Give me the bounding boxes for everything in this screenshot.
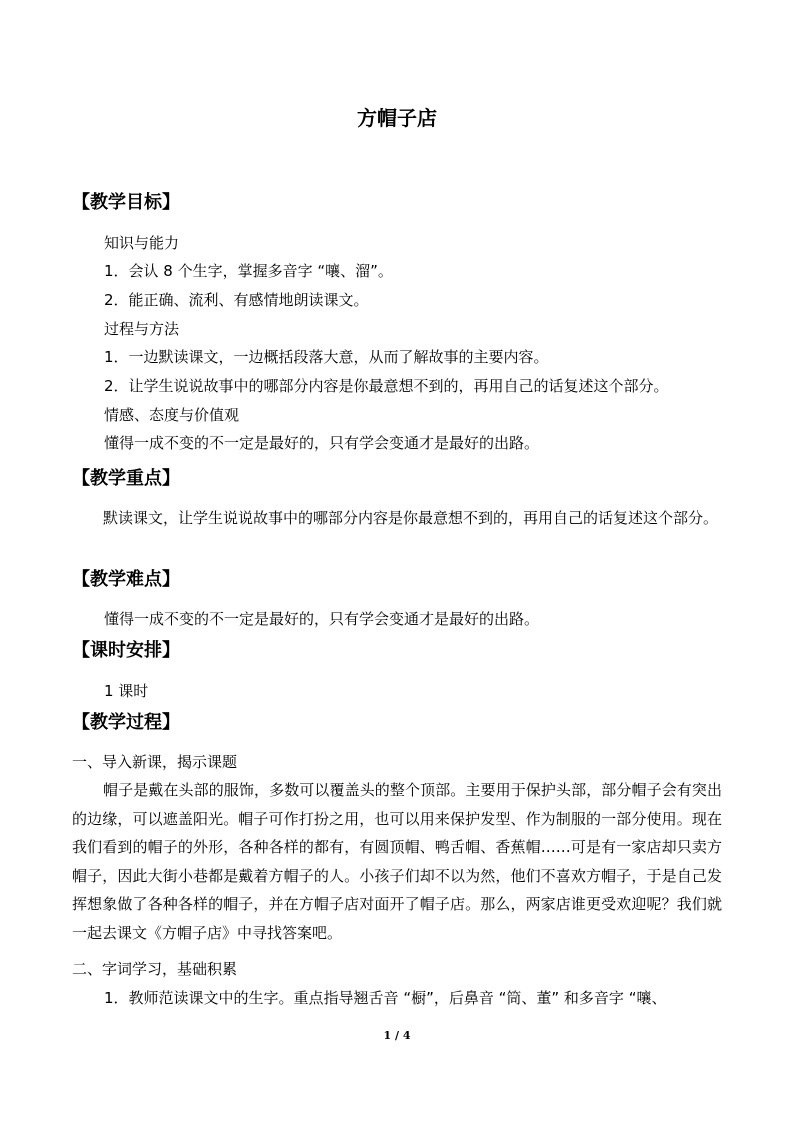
schedule-text: 1 课时 [104, 682, 149, 700]
heading-key-points: 【教学重点】 [72, 468, 180, 489]
goal-subheading-process: 过程与方法 [104, 320, 180, 338]
heading-process: 【教学过程】 [72, 712, 180, 733]
goal-item: 懂得一成不变的不一定是最好的，只有学会变通才是最好的出路。 [104, 434, 540, 452]
goal-subheading-knowledge: 知识与能力 [104, 234, 180, 252]
heading-difficulties: 【教学难点】 [72, 569, 180, 590]
process-step-text: 帽子是戴在头部的服饰，多数可以覆盖头的整个顶部。主要用于保护头部，部分帽子会有突出的边缘，可以遮盖阳光。帽子可作打扮之用，也可以用来保护发型、作为制服的一部分使用。现在我们看到的帽子的外形，各种各样的都有，有圆顶帽、鸭舌帽、香蕉帽……可是有一家店却只卖方帽子，因此大街小巷都是戴着方帽子的人。小孩子们却不以为然，他们不喜欢方帽子，于是自己发挥想象做了各种各样的帽子，并在方帽子店对面开了帽子店。那么，两家店谁更受欢迎呢？我们就一起去课文《方帽子店》中寻找答案吧。 [72, 781, 722, 942]
page-number: 1 / 4 [383, 1029, 411, 1042]
process-step-title: 二、字词学习，基础积累 [72, 960, 238, 978]
process-step-text: 1．教师范读课文中的生字。重点指导翘舌音 “橱”，后鼻音 “筒、董” 和多音字 “嚷、 [104, 989, 667, 1007]
document-title: 方帽子店 [357, 106, 437, 130]
goal-item: 1．会认 8 个生字，掌握多音字 “嚷、溜”。 [104, 262, 393, 280]
goal-item: 1．一边默读课文，一边概括段落大意，从而了解故事的主要内容。 [104, 348, 549, 366]
difficulties-text: 懂得一成不变的不一定是最好的，只有学会变通才是最好的出路。 [104, 610, 540, 628]
goal-subheading-emotion: 情感、态度与价值观 [104, 406, 240, 424]
process-step-title: 一、导入新课，揭示课题 [72, 753, 238, 771]
heading-schedule: 【课时安排】 [72, 640, 180, 661]
key-points-text: 默读课文，让学生说说故事中的哪部分内容是你最意想不到的，再用自己的话复述这个部分。 [103, 509, 719, 527]
goal-item: 2．能正确、流利、有感情地朗读课文。 [104, 291, 369, 309]
goal-item: 2．让学生说说故事中的哪部分内容是你最意想不到的，再用自己的话复述这个部分。 [104, 377, 669, 395]
heading-teaching-goals: 【教学目标】 [72, 192, 180, 213]
